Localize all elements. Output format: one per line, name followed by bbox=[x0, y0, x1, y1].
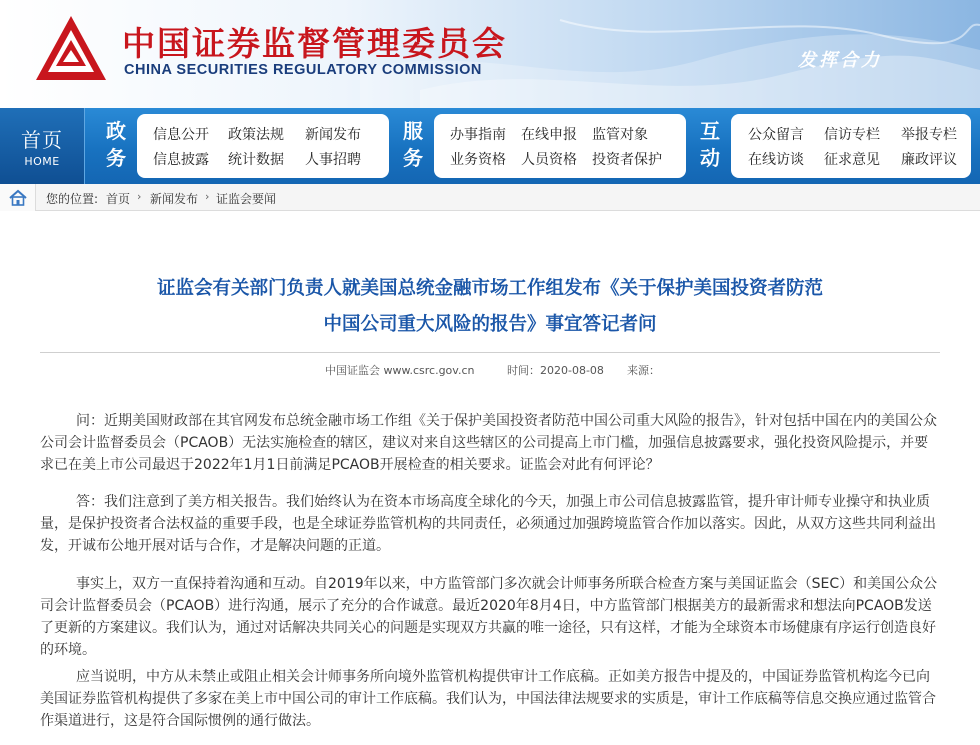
csrc-logo-icon[interactable] bbox=[34, 14, 108, 84]
main-nav bbox=[0, 108, 980, 184]
breadcrumb-news[interactable]: 新闻发布 bbox=[150, 192, 199, 206]
nav-item-guide[interactable]: 办事指南 bbox=[450, 127, 506, 143]
article-paragraph-clarification: 应当说明，中方从未禁止或阻止相关会计师事务所向境外监管机构提供审计工作底稿。正如美方报告中提及的，中国证券监管机构迄今已向美国证券监管机构提供了多家在美上市中国公司的审计工作底稿。我们认为，中国法律法规要求的实质是，审计工作底稿等信息交换应通过监管合作渠道进行，这是符合国际惯例的通行做法。 bbox=[40, 669, 936, 729]
chevron-right-icon: › bbox=[137, 190, 142, 203]
nav-group-char: 务 bbox=[403, 146, 423, 170]
nav-group-char: 互 bbox=[700, 119, 720, 143]
nav-home-label-en: HOME bbox=[24, 155, 60, 168]
nav-group-char: 政 bbox=[106, 119, 126, 143]
nav-item-petition[interactable]: 信访专栏 bbox=[824, 127, 880, 143]
site-title-en: CHINA SECURITIES REGULATORY COMMISSION bbox=[124, 62, 482, 78]
nav-item-regulated-entities[interactable]: 监管对象 bbox=[592, 127, 648, 143]
article-from: 来源： bbox=[627, 364, 660, 377]
nav-group-label-interaction bbox=[699, 118, 721, 172]
title-divider bbox=[40, 352, 940, 353]
nav-group-interaction bbox=[731, 114, 971, 178]
breadcrumb-home[interactable]: 首页 bbox=[106, 192, 131, 206]
nav-item-investor-protection[interactable]: 投资者保护 bbox=[592, 152, 662, 168]
article-time: 时间：2020-08-08 bbox=[507, 364, 604, 377]
site-title-cn[interactable]: 中国证券监督管理委员会 bbox=[122, 24, 507, 63]
header-slogan: 发挥合力 bbox=[798, 50, 882, 71]
nav-item-statistics[interactable]: 统计数据 bbox=[228, 152, 284, 168]
site-header bbox=[0, 0, 980, 108]
breadcrumb-prefix: 您的位置: bbox=[46, 192, 99, 206]
nav-item-recruitment[interactable]: 人事招聘 bbox=[305, 152, 361, 168]
nav-item-public-message[interactable]: 公众留言 bbox=[748, 127, 804, 143]
nav-item-info-disclosure[interactable]: 信息披露 bbox=[153, 152, 209, 168]
nav-group-service bbox=[434, 114, 686, 178]
nav-group-char: 服 bbox=[403, 119, 423, 143]
nav-item-online-filing[interactable]: 在线申报 bbox=[521, 127, 577, 143]
nav-home-button[interactable] bbox=[0, 108, 84, 184]
chevron-right-icon: › bbox=[205, 190, 210, 203]
nav-group-label-government bbox=[105, 118, 127, 172]
nav-item-news-release[interactable]: 新闻发布 bbox=[305, 127, 361, 143]
breadcrumb-current[interactable]: 证监会要闻 bbox=[216, 192, 277, 206]
article-paragraph-question: 问：近期美国财政部在其官网发布总统金融市场工作组《关于保护美国投资者防范中国公司重大风险的报告》，针对包括中国在内的美国公众公司会计监督委员会（PCAOB）无法实施检查的辖区，建议对来自这些辖区的公司提高上市门槛，加强信息披露要求，强化投资风险提示，并要求已在美上市公司最迟于2022年1月1日前满足PCAOB开展检查的相关要求。证监会对此有何评论？ bbox=[40, 413, 937, 473]
nav-group-label-service bbox=[402, 118, 424, 172]
nav-group-government bbox=[137, 114, 389, 178]
article-title-line-2: 中国公司重大风险的报告》事宜答记者问 bbox=[323, 314, 657, 335]
nav-item-policies[interactable]: 政策法规 bbox=[228, 127, 284, 143]
breadcrumb bbox=[0, 184, 980, 211]
home-icon[interactable] bbox=[0, 184, 36, 211]
article-paragraph-facts: 事实上，双方一直保持着沟通和互动。自2019年以来，中方监管部门多次就会计师事务所联合检查方案与美国证监会（SEC）和美国公众公司会计监督委员会（PCAOB）进行沟通，展示了充分的合作诚意。最近2020年8月4日，中方监管部门根据美方的最新需求和想法向PCAOB发送了更新的方案建议。我们认为，通过对话解决共同关心的问题是实现双方共赢的唯一途径，只有这样，才能为全球资本市场健康有序运行创造良好的环境。 bbox=[40, 576, 938, 658]
nav-group-char: 动 bbox=[700, 146, 720, 170]
nav-item-business-qualification[interactable]: 业务资格 bbox=[450, 152, 506, 168]
nav-item-report[interactable]: 举报专栏 bbox=[901, 127, 957, 143]
nav-item-integrity-review[interactable]: 廉政评议 bbox=[901, 152, 957, 168]
nav-item-consultation[interactable]: 征求意见 bbox=[824, 152, 880, 168]
nav-item-personnel-qualification[interactable]: 人员资格 bbox=[521, 152, 577, 168]
article-paragraph-answer: 答：我们注意到了美方相关报告。我们始终认为在资本市场高度全球化的今天，加强上市公司信息披露监管，提升审计师专业操守和执业质量，是保护投资者合法权益的重要手段，也是全球证券监管机构的共同责任，必须通过加强跨境监管合作加以落实。因此，从双方这些共同利益出发，开诚布公地开展对话与合作，才是解决问题的正道。 bbox=[40, 494, 936, 554]
article-source: 中国证监会 www.csrc.gov.cn bbox=[325, 364, 475, 377]
nav-group-char: 务 bbox=[106, 146, 126, 170]
nav-item-info-disclosure-public[interactable]: 信息公开 bbox=[153, 127, 209, 143]
nav-item-online-interview[interactable]: 在线访谈 bbox=[748, 152, 804, 168]
nav-home-label: 首页 bbox=[21, 128, 63, 152]
article-title-line-1: 证监会有关部门负责人就美国总统金融市场工作组发布《关于保护美国投资者防范 bbox=[156, 278, 823, 299]
nav-divider bbox=[84, 108, 85, 184]
